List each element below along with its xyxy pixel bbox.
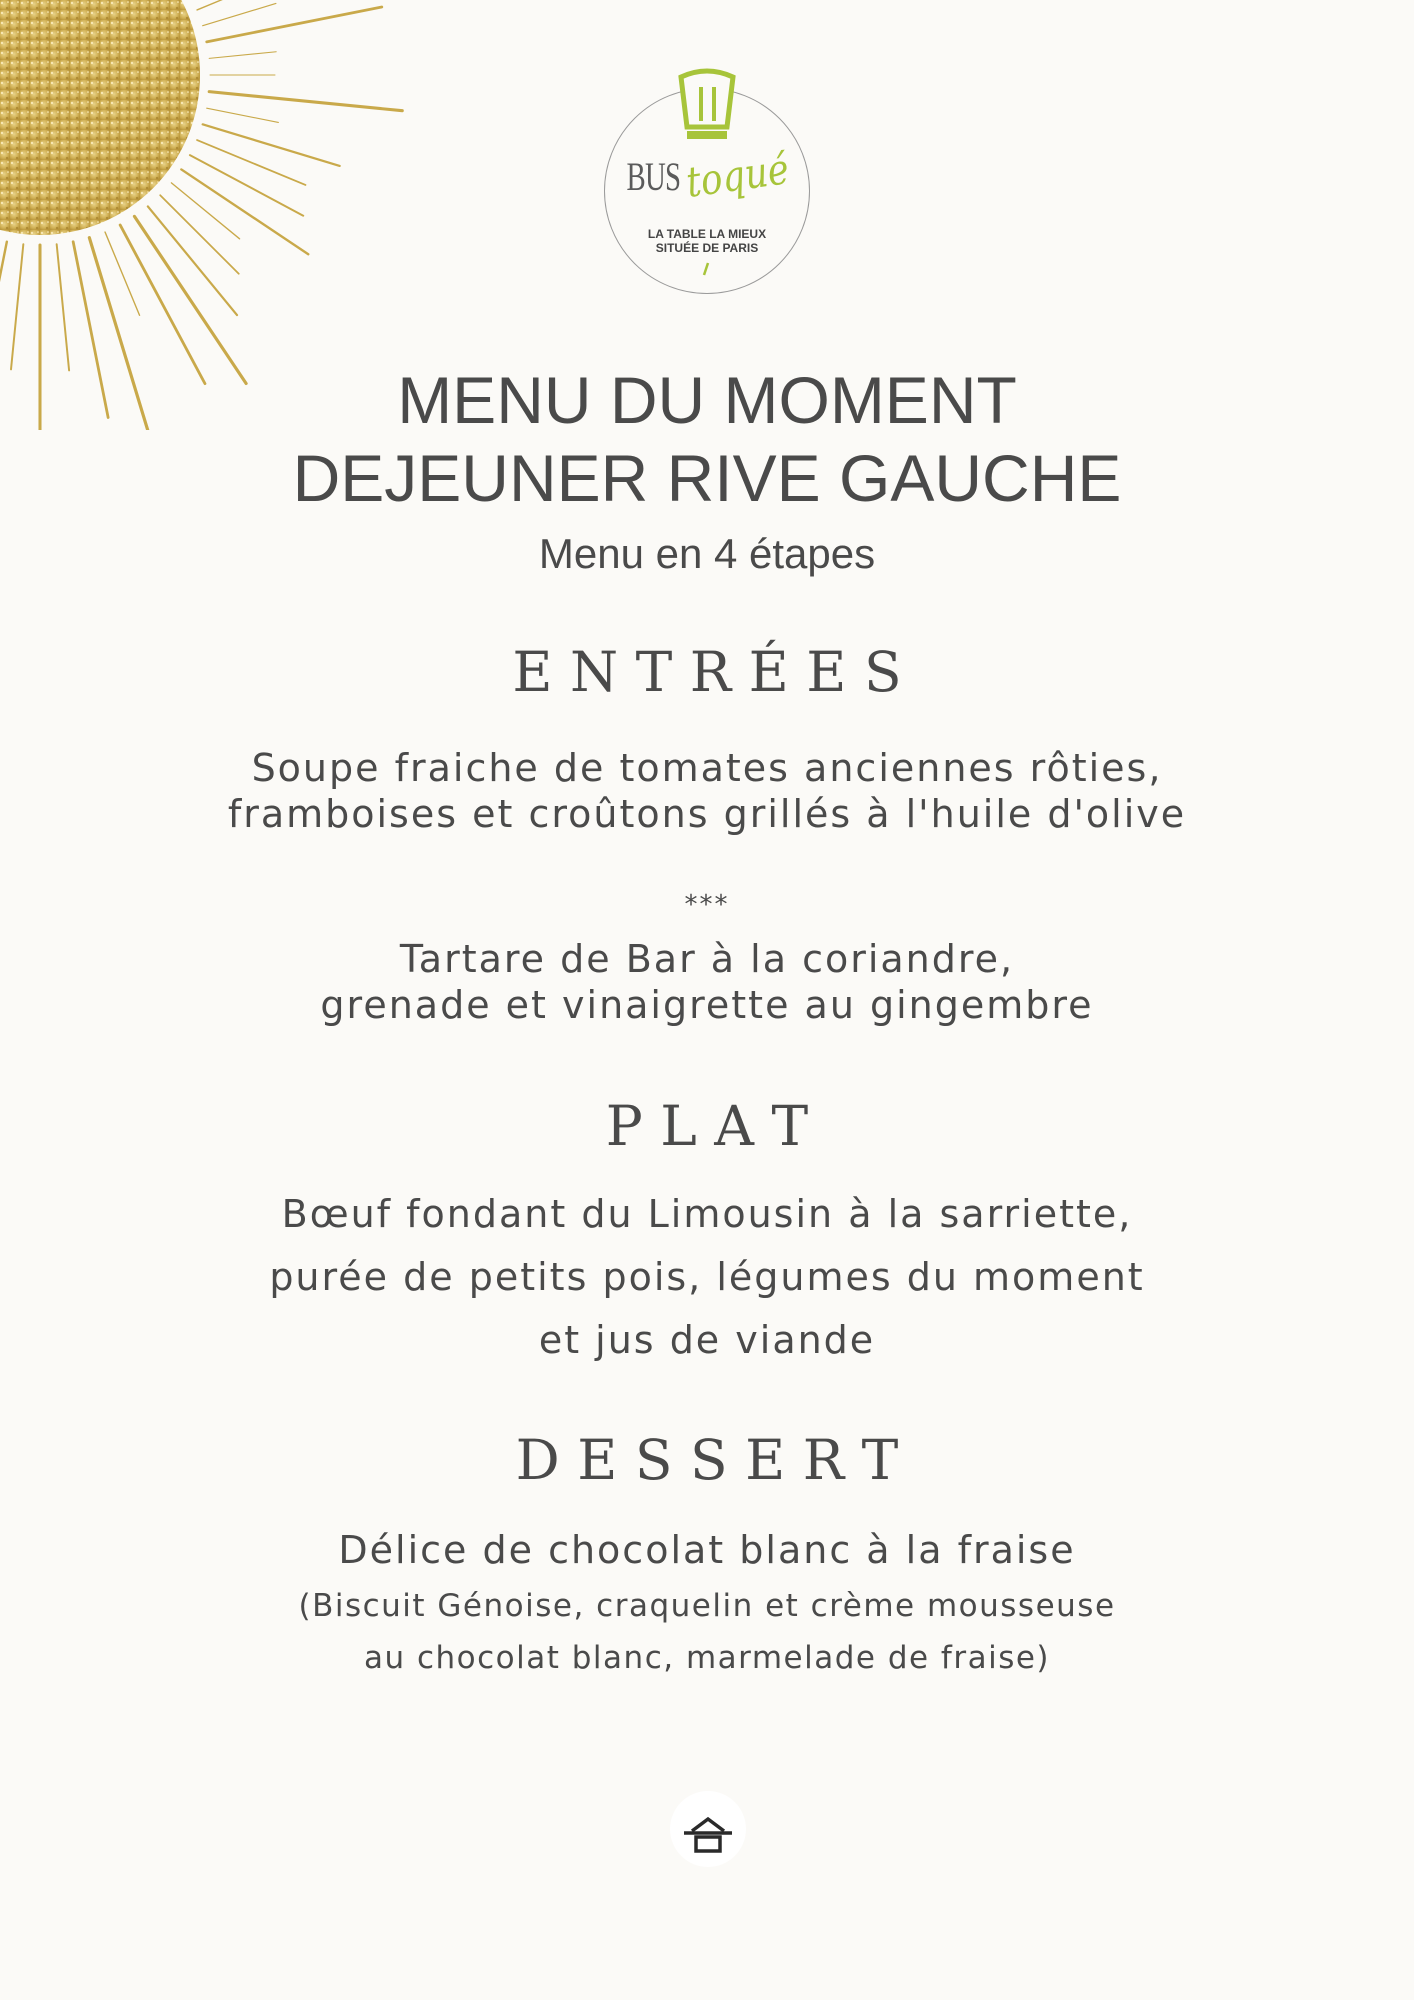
sun-ray: [197, 0, 279, 10]
sun-ray: [11, 244, 23, 369]
plat-line2: purée de petits pois, légumes du moment: [269, 1255, 1145, 1299]
sun-ray: [148, 206, 237, 315]
entree-2-line1: Tartare de Bar à la coriandre,: [399, 937, 1015, 981]
dessert-line1: Délice de chocolat blanc à la fraise: [338, 1528, 1076, 1572]
entree-1-line2: framboises et croûtons grillés à l'huile d'olive: [227, 792, 1187, 836]
section-heading-entrees: E N T R É E S: [512, 640, 902, 704]
menu-subtitle: Menu en 4 étapes: [538, 530, 876, 577]
house-glyph-icon: [670, 1791, 746, 1867]
dessert-line2: (Biscuit Génoise, craquelin et crème mousseuse: [298, 1588, 1116, 1624]
sun-ray: [203, 3, 276, 25]
sun-ray: [171, 183, 239, 239]
entree-2-line2: grenade et vinaigrette au gingembre: [320, 983, 1094, 1027]
sun-ray: [197, 140, 305, 185]
logo-tagline-line1: LA TABLE LA MIEUX: [647, 227, 767, 241]
entree-1-line1: Soupe fraiche de tomates anciennes rôties,: [251, 746, 1163, 790]
sun-ray: [209, 92, 402, 111]
sun-ray: [207, 108, 279, 122]
sun-ray: [203, 124, 340, 166]
menu-title-line2: DEJEUNER RIVE GAUCHE: [292, 441, 1122, 515]
logo-wordmark: [605, 144, 809, 207]
sun-ray: [181, 169, 308, 254]
logo-tagline: [605, 227, 809, 255]
house-emblem-icon: [670, 1791, 746, 1867]
sun-ray: [209, 52, 276, 59]
menu-title: MENU DU MOMENT: [397, 363, 1017, 437]
logo-brand-bus: BUS: [626, 154, 681, 199]
logo-brand-toque: toqué: [683, 144, 792, 207]
dish-separator: ***: [684, 890, 730, 920]
dessert-line3: au chocolat blanc, marmelade de fraise): [363, 1640, 1051, 1676]
section-heading-dessert: D E S S E R T: [515, 1428, 899, 1492]
section-heading-plat: P L A T: [605, 1094, 809, 1158]
restaurant-logo: [604, 88, 810, 294]
logo-accent-mark: [701, 262, 711, 276]
plat-line3: et jus de viande: [538, 1318, 876, 1362]
sun-ray: [207, 7, 382, 42]
sun-ray: [57, 244, 69, 370]
logo-tagline-line2: SITUÉE DE PARIS: [655, 241, 759, 255]
plat-line1: Bœuf fondant du Limousin à la sarriette,: [281, 1192, 1133, 1236]
